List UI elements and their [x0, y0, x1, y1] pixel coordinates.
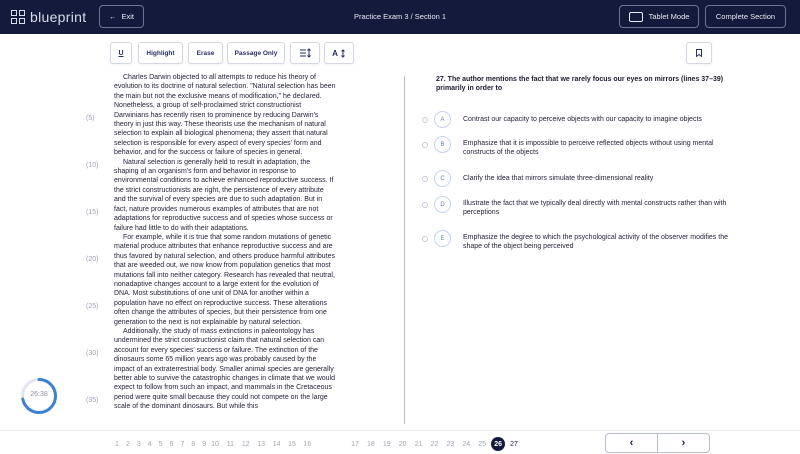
passage-paragraph: For example, while it is true that some random mutations of genetic material produce attributes that enhance reproductive success and are thus favored by natural selection, and others produce harmful attributes that are weeded out, we now know from population genetics that most mutations fall into neither category. Research has revealed that neutral, nonadaptive changes account to a large extent for the evolution of DNA. Most substitutions of one unit of DNA for another within a population have no effect on reproductive success. These alterations often change the attributes of species, but their persistence from one generation to the next is not explainable by natural selection.: [114, 233, 336, 326]
line-numbers: [86, 73, 106, 425]
question-number-23[interactable]: 23: [446, 440, 455, 448]
pane-divider: [404, 76, 405, 424]
prev-next-controls: [605, 433, 710, 453]
bookmark-icon: [696, 49, 702, 57]
choice-letter: C: [434, 170, 451, 187]
question-number-18[interactable]: 18: [366, 440, 375, 448]
answer-choice-c[interactable]: [422, 170, 742, 192]
question-number-25[interactable]: 25: [478, 440, 487, 448]
line-number: (20): [86, 256, 99, 263]
question-number-5[interactable]: 5: [158, 440, 163, 448]
choice-text: Contrast our capacity to perceive objects with our capacity to imagine objects: [463, 116, 702, 123]
question-number-8[interactable]: 8: [191, 440, 196, 448]
eliminate-toggle[interactable]: [422, 236, 428, 242]
answer-choice-d[interactable]: [422, 196, 742, 218]
answer-choice-e[interactable]: [422, 230, 742, 252]
question-number-24[interactable]: 24: [462, 440, 471, 448]
line-spacing-icon: [299, 48, 311, 58]
arrow-left-icon: ←: [108, 12, 117, 21]
question-number-1[interactable]: 1: [115, 440, 119, 448]
font-size-button[interactable]: [324, 42, 354, 64]
question-number-13[interactable]: 13: [257, 440, 266, 448]
line-number: (10): [86, 162, 99, 169]
blueprint-logo-icon: [11, 10, 25, 24]
line-height-button[interactable]: [290, 42, 320, 64]
tablet-mode-label: Tablet Mode: [648, 12, 690, 21]
question-number-4[interactable]: 4: [147, 440, 152, 448]
exit-button[interactable]: [99, 5, 144, 28]
exit-label: Exit: [121, 12, 134, 21]
line-number: (15): [86, 209, 99, 216]
question-stem: 27. The author mentions the fact that we rarely focus our eyes on mirrors (lines 37–39) primarily in order to: [436, 76, 724, 93]
question-number-16[interactable]: 16: [303, 440, 312, 448]
question-number-22[interactable]: 22: [430, 440, 439, 448]
question-number-19[interactable]: 19: [382, 440, 391, 448]
eliminate-toggle[interactable]: [422, 142, 428, 148]
passage-paragraph: Natural selection is generally held to result in adaptation, the shaping of an organism's form and behavior in response to environmental conditions to achieve enhanced reproductive success. If the strict constructionists are right, the persistence of every attribute and the survival of every species are due to such adaptation. But in fact, nature provides numerous examples of attributes that are not adaptations for reproductive success and of species whose success or failure had little to do with their adaptations.: [114, 158, 334, 232]
question-number-26[interactable]: 26: [491, 437, 505, 451]
question-number-27[interactable]: 27: [510, 440, 518, 448]
previous-question-button[interactable]: ‹: [629, 437, 634, 449]
passage-only-button[interactable]: Passage Only: [227, 42, 285, 64]
font-size-label: A: [332, 48, 338, 58]
choice-letter: A: [434, 111, 451, 128]
question-number-20[interactable]: 20: [398, 440, 407, 448]
complete-section-button[interactable]: Complete Section: [705, 5, 786, 28]
question-number-12[interactable]: 12: [241, 440, 250, 448]
choice-letter: B: [434, 136, 451, 153]
choice-text: Emphasize that it is impossible to perceive reflected objects without using mental constructs of the objects: [463, 140, 714, 157]
question-number-2[interactable]: 2: [125, 440, 130, 448]
answer-choice-b[interactable]: [422, 136, 742, 158]
choice-text: Clarify the idea that mirrors simulate three-dimensional reality: [463, 175, 654, 182]
passage-paragraph: Charles Darwin objected to all attempts to reduce his theory of evolution to its doctrine of natural selection. "Natural selection has been the main but not the exclusive means of modification," he declared. Nonetheless, a group of self-proclaimed strict constructionist Darwinians has recently risen to prominence by reducing Darwin's theory in just this way. These theorists use the mechanism of natural selection to explain all biological phenomena; they assert that natural selection is responsible for every aspect of every species' form and behavior, and for the success or failure of species in general.: [114, 74, 336, 157]
tablet-icon: [629, 12, 643, 22]
question-number-15[interactable]: 15: [288, 440, 296, 448]
question-number-6[interactable]: 6: [169, 440, 174, 448]
choice-letter: E: [434, 230, 451, 247]
question-number-7[interactable]: 7: [180, 440, 185, 448]
line-number: (30): [86, 350, 99, 357]
question-number-21[interactable]: 21: [414, 440, 423, 448]
exam-title: Practice Exam 3 / Section 1: [353, 12, 447, 21]
choice-letter: D: [434, 196, 451, 213]
question-number-11[interactable]: 11: [226, 440, 235, 448]
highlight-button[interactable]: Highlight: [138, 42, 183, 64]
question-number-14[interactable]: 14: [272, 440, 281, 448]
next-question-button[interactable]: ›: [657, 434, 709, 452]
question-number-17[interactable]: 17: [351, 440, 359, 448]
question-number-3[interactable]: 3: [136, 440, 141, 448]
answer-choice-a[interactable]: [422, 111, 742, 133]
question-number-9[interactable]: 9: [202, 440, 207, 448]
tablet-mode-button[interactable]: [619, 5, 699, 28]
footer-divider: [0, 430, 800, 431]
erase-button[interactable]: Erase: [188, 42, 223, 64]
line-number: (5): [86, 115, 95, 122]
line-number: (35): [86, 397, 99, 404]
top-bar: [0, 0, 800, 34]
passage-paragraph: Additionally, the study of mass extinctions in paleontology has undermined the strict constructionist claim that natural selection can account for every species' success or failure. The extinction of the dinosaurs some 65 million years ago was probably caused by the impact of an extraterrestrial body. Smaller animal species are generally better able to survive the catastrophic changes in climate that we would expect to follow from such an impact, and mammals in the Cretaceous period were quite small because they could not compete on the large scale of the dominant dinosaurs. But while this: [114, 327, 336, 411]
app-logo: [11, 9, 86, 25]
bookmark-button[interactable]: [686, 42, 712, 64]
passage-text[interactable]: [114, 73, 336, 425]
underline-button[interactable]: U: [110, 42, 132, 64]
choice-text: Illustrate the fact that we typically deal directly with mental constructs rather than with perceptions: [463, 200, 727, 217]
question-number-10[interactable]: 10: [211, 440, 219, 448]
choice-text: Emphasize the degree to which the psychological activity of the observer modifies the shape of the object being perceived: [463, 234, 728, 251]
font-size-arrows-icon: [340, 49, 346, 58]
eliminate-toggle[interactable]: [422, 176, 428, 182]
eliminate-toggle[interactable]: [422, 117, 428, 123]
line-number: (25): [86, 303, 99, 310]
logo-text: blueprint: [30, 9, 87, 25]
timer-text: 26:38: [30, 391, 48, 398]
eliminate-toggle[interactable]: [422, 202, 428, 208]
